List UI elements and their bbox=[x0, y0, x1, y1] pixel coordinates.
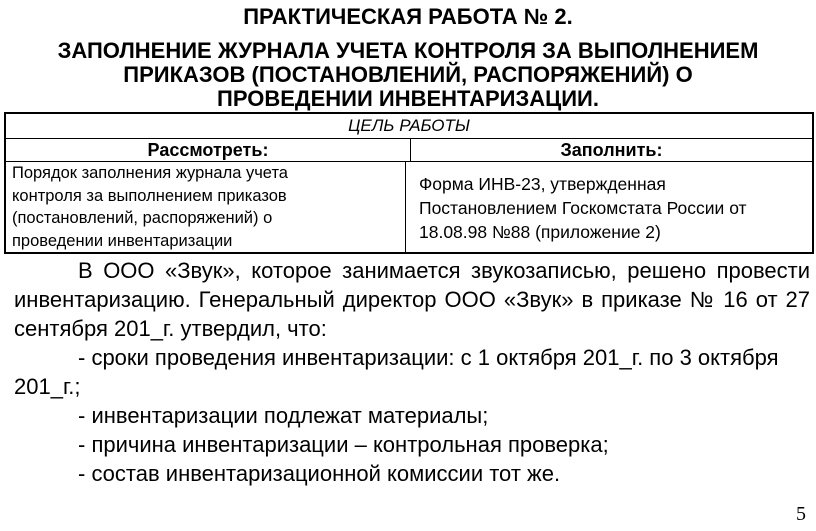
review-cell bbox=[6, 162, 406, 252]
document-subtitle-line-3: ПРОВЕДЕНИИ ИНВЕНТАРИЗАЦИИ. bbox=[217, 86, 599, 111]
goal-table bbox=[4, 112, 814, 254]
review-line: (постановлений, распоряжений) о bbox=[12, 209, 273, 227]
page-number: 5 bbox=[796, 503, 806, 525]
review-line: контроля за выполнением приказов bbox=[12, 186, 287, 205]
paragraph-line bbox=[14, 256, 810, 285]
paragraph-line: сентября 201_г. утвердил, что: bbox=[14, 316, 327, 341]
list-item: - состав инвентаризационной комиссии тот же. bbox=[78, 461, 561, 486]
document-subtitle-line-2: ПРИКАЗОВ (ПОСТАНОВЛЕНИЙ, РАСПОРЯЖЕНИЙ) О bbox=[123, 62, 693, 87]
fill-line: Форма ИНВ-23, утвержденная bbox=[419, 174, 666, 194]
goal-table-title: ЦЕЛЬ РАБОТЫ bbox=[6, 114, 812, 139]
document-subtitle-line-1: ЗАПОЛНЕНИЕ ЖУРНАЛА УЧЕТА КОНТРОЛЯ ЗА ВЫПОЛНЕНИЕМ bbox=[57, 38, 759, 63]
fill-line: 18.08.98 №88 (приложение 2) bbox=[419, 222, 661, 242]
fill-line: Постановлением Госкомстата России от bbox=[419, 198, 747, 218]
fill-cell bbox=[411, 172, 812, 262]
list-item: - причина инвентаризации – контрольная проверка; bbox=[78, 432, 609, 457]
document-title: ПРАКТИЧЕСКАЯ РАБОТА № 2. bbox=[243, 4, 573, 29]
list-item-continuation: 201_г.; bbox=[14, 374, 81, 399]
review-line: Порядок заполнения журнала учета bbox=[12, 164, 288, 182]
paragraph-line: инвентаризацию. Генеральный директор ООО «Звук» в приказе № 16 от 27 bbox=[14, 287, 810, 312]
list-item: - сроки проведения инвентаризации: с 1 октября 201_г. по 3 октября bbox=[78, 345, 779, 370]
column-header-fill: Заполнить: bbox=[411, 139, 812, 162]
review-line: проведении инвентаризации bbox=[12, 231, 233, 250]
column-header-review: Рассмотреть: bbox=[6, 139, 411, 162]
paragraph-text: В ООО «Звук», которое занимается звукозаписью, решено провести bbox=[78, 258, 810, 283]
list-item: - инвентаризации подлежат материалы; bbox=[78, 403, 489, 428]
